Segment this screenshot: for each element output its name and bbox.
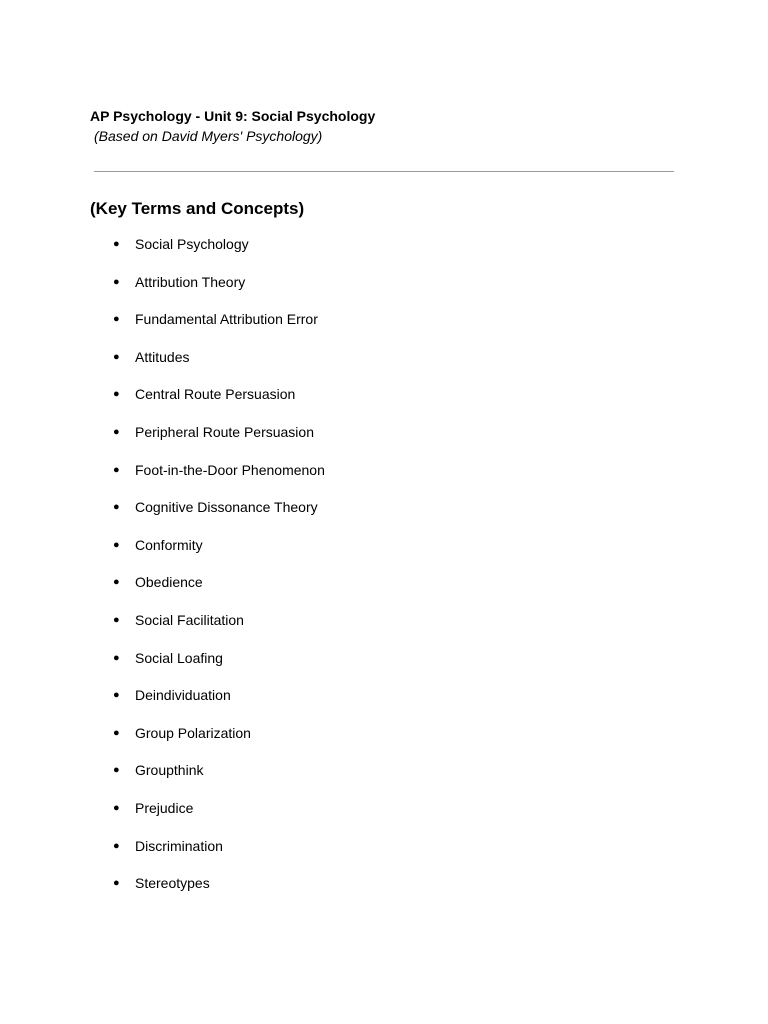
list-item — [0, 270, 768, 308]
list-item — [0, 721, 768, 759]
bullet-icon: ● — [113, 726, 120, 739]
document-title: AP Psychology - Unit 9: Social Psychology — [90, 108, 376, 124]
term-label: Obedience — [135, 574, 203, 591]
term-label: Cognitive Dissonance Theory — [135, 499, 318, 516]
list-item — [0, 458, 768, 496]
term-label: Conformity — [135, 536, 203, 553]
section-heading: (Key Terms and Concepts) — [90, 199, 305, 218]
list-item — [0, 683, 768, 721]
term-label: Attitudes — [135, 348, 190, 365]
term-label: Foot-in-the-Door Phenomenon — [135, 461, 325, 478]
term-label: Discrimination — [135, 837, 223, 854]
term-label: Deindividuation — [135, 687, 231, 704]
bullet-icon: ● — [113, 651, 120, 664]
list-item — [0, 232, 768, 270]
list-item — [0, 307, 768, 345]
term-label: Attribution Theory — [135, 273, 246, 290]
horizontal-divider — [94, 171, 674, 172]
bullet-icon: ● — [113, 275, 120, 288]
term-label: Stereotypes — [135, 875, 210, 892]
term-label: Social Loafing — [135, 649, 223, 666]
key-terms-list — [0, 232, 768, 909]
bullet-icon: ● — [113, 501, 120, 514]
list-item — [0, 608, 768, 646]
list-item — [0, 834, 768, 872]
bullet-icon: ● — [113, 764, 120, 777]
term-label: Peripheral Route Persuasion — [135, 423, 314, 440]
term-label: Social Facilitation — [135, 611, 244, 628]
term-label: Prejudice — [135, 799, 194, 816]
document-subtitle: (Based on David Myers' Psychology) — [94, 128, 323, 144]
bullet-icon: ● — [113, 388, 120, 401]
bullet-icon: ● — [113, 238, 120, 250]
list-item — [0, 758, 768, 796]
bullet-icon: ● — [113, 613, 120, 626]
bullet-icon: ● — [113, 576, 120, 589]
list-item — [0, 420, 768, 458]
term-label: Fundamental Attribution Error — [135, 311, 318, 328]
bullet-icon: ● — [113, 801, 120, 814]
list-item — [0, 533, 768, 571]
term-label: Group Polarization — [135, 724, 251, 741]
bullet-icon: ● — [113, 425, 120, 438]
term-label: Social Psychology — [135, 236, 249, 252]
list-item — [0, 646, 768, 684]
bullet-icon: ● — [113, 313, 120, 326]
bullet-icon: ● — [113, 463, 120, 476]
list-item — [0, 570, 768, 608]
list-item — [0, 871, 768, 909]
bullet-icon: ● — [113, 538, 120, 551]
bullet-icon: ● — [113, 877, 120, 890]
list-item — [0, 495, 768, 533]
bullet-icon: ● — [113, 350, 120, 363]
bullet-icon: ● — [113, 839, 120, 852]
bullet-icon: ● — [113, 689, 120, 702]
list-item — [0, 345, 768, 383]
term-label: Groupthink — [135, 762, 204, 779]
list-item — [0, 382, 768, 420]
term-label: Central Route Persuasion — [135, 386, 296, 403]
list-item — [0, 796, 768, 834]
